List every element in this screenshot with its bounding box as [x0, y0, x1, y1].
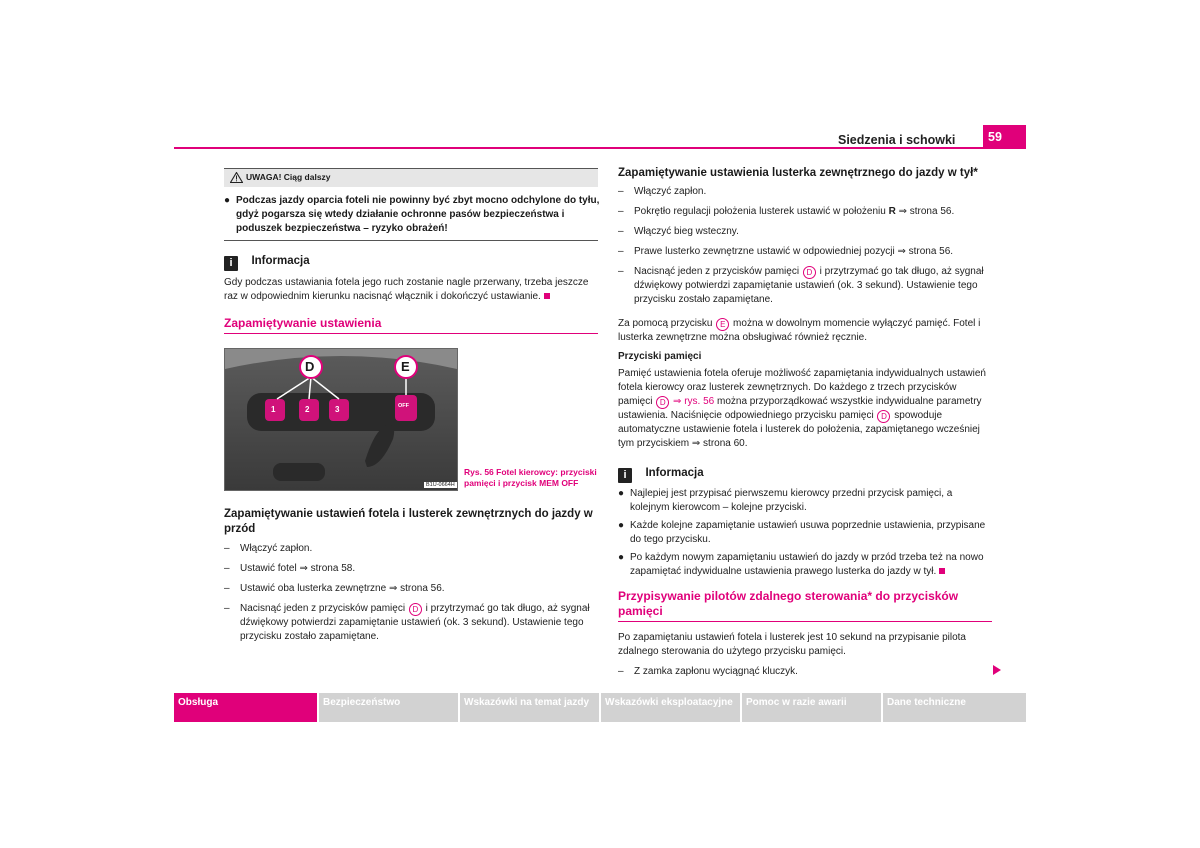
section-reverse-mirror [618, 166, 992, 345]
info-title: Informacja [645, 467, 704, 479]
section-forward-memory [224, 507, 598, 650]
section-title: Zapamiętywanie ustawienia [224, 316, 382, 330]
mem-off-paragraph: Za pomocą przycisku E można w dowolnym momencie wyłączyć pamięć. Fotel i lusterka zewnętrzne można obsługiwać również ręcznie. [618, 318, 981, 343]
step-item: – Ustawić oba lusterka zewnętrzne ⇒ strona 56. [224, 583, 445, 594]
end-marker [939, 568, 945, 574]
step-item: – Ustawić fotel ⇒ strona 58. [224, 563, 356, 574]
step-item: – Włączyć bieg wsteczny. [618, 226, 739, 237]
section-rule [224, 333, 598, 334]
info-icon: i [224, 256, 238, 271]
mirror-r-icon: R [888, 206, 896, 217]
subsection-title: Przyciski pamięci [618, 351, 702, 362]
key-d-icon: D [803, 266, 816, 279]
memory-button-3: 3 [335, 405, 340, 414]
key-d-icon: D [877, 410, 890, 423]
warning-title: UWAGA! Ciąg dalszy [246, 172, 331, 182]
warning-bottom-rule [224, 240, 598, 241]
step-item: – Prawe lusterko zewnętrzne ustawić w odpowiedniej pozycji ⇒ strona 56. [618, 246, 954, 257]
section-title: Przypisywanie pilotów zdalnego sterowania* do przycisków pamięci [618, 589, 959, 618]
memory-buttons-text: Pamięć ustawienia fotela oferuje możliwość zapamiętania indywidualnych ustawień fotela kierowcy oraz lusterek zewnętrznych. Do każdego z trzech przycisków pamięci D ⇒ rys. 56 można przyporządkować wszystkie indywidualne parametry ustawienia. Naciśnięcie odpowiedniego przycisku pamięci D spowoduje automatyczne ustawienie fotela i lusterek do położenia, zapamiętanego wcześniej tym przyciskiem ⇒ strona 60. [618, 368, 986, 449]
header-rule [174, 147, 1026, 149]
key-d-icon: D [409, 603, 422, 616]
warning-header [224, 168, 598, 187]
section-heading [224, 316, 598, 334]
end-marker [544, 293, 550, 299]
info-block-2 [618, 463, 992, 583]
nav-tab-wskazowki-eksploatacyjne[interactable]: Wskazówki eksploatacyjne [601, 693, 740, 722]
step-item: – Włączyć zapłon. [618, 186, 707, 197]
subsection-title: Zapamiętywanie ustawień fotela i lusterek zewnętrznych do jazdy w przód [224, 508, 593, 535]
info-title: Informacja [251, 255, 310, 267]
info-icon: i [618, 468, 632, 483]
info-bullet: ● Po każdym nowym zapamiętaniu ustawień do jazdy w przód trzeba też na nowo zapamiętać indywidualne ustawienia prawego lusterka do jazdy w tył. [618, 552, 984, 577]
nav-tab-wskazowki-jazdy[interactable]: Wskazówki na temat jazdy [460, 693, 599, 722]
key-d-icon: D [656, 396, 669, 409]
warning-text [224, 194, 606, 236]
memory-buttons-figure [224, 348, 458, 491]
remote-assign-text: Po zapamiętaniu ustawień fotela i lusterek jest 10 sekund na przypisanie pilota zdalnego sterowania do użytego przycisku pamięci. [618, 632, 966, 657]
chapter-nav [174, 693, 1026, 722]
step-item: – Nacisnąć jeden z przycisków pamięci D i przytrzymać go tak długo, aż sygnał dźwiękowy potwierdzi zapamiętanie ustawień (ok. 3 sekund). Ustawienie tego przycisku zostało zapamiętane. [224, 603, 590, 642]
mem-off-button: OFF [398, 403, 409, 409]
label-e: E [401, 359, 410, 374]
memory-buttons-section [618, 350, 992, 451]
info-text: Gdy podczas ustawiania fotela jego ruch zostanie nagle przerwany, trzeba jeszcze raz w odpowiednim kierunku nacisnąć włącznik i dokończyć ustawianie. [224, 277, 589, 302]
warning-box [224, 168, 598, 240]
info-block-1 [224, 251, 598, 304]
info-bullet: ● Najlepiej jest przypisać pierwszemu kierowcy przedni przycisk pamięci, a kolejnym kierowcom – kolejne przyciski. [618, 488, 953, 513]
memory-button-2: 2 [305, 405, 310, 414]
step-item: – Z zamka zapłonu wyciągnąć kluczyk. [618, 666, 798, 677]
warning-body: Podczas jazdy oparcia foteli nie powinny być zbyt mocno odchylone do tyłu, gdyż pogarsza się wtedy działanie ochronne pasów bezpieczeństwa i poduszek bezpieczeństwa – ryzyko obrażeń! [236, 195, 600, 234]
nav-tab-bezpieczenstwo[interactable]: Bezpieczeństwo [319, 693, 458, 722]
step-item: – Nacisnąć jeden z przycisków pamięci D i przytrzymać go tak długo, aż sygnał dźwiękowy potwierdzi zapamiętanie ustawień (ok. 3 sekund). Ustawienie tego przycisku zostało zapamiętane. [618, 266, 984, 305]
header-section-title: Siedzenia i schowki [838, 133, 956, 147]
nav-tab-dane-techniczne[interactable]: Dane techniczne [883, 693, 1026, 722]
step-item: – Pokrętło regulacji położenia lusterek ustawić w położeniu R ⇒ strona 56. [618, 206, 955, 217]
section-remote-assign [618, 589, 992, 685]
section-rule [618, 621, 992, 622]
figure-link[interactable]: ⇒ rys. 56 [673, 396, 715, 407]
subsection-title: Zapamiętywanie ustawienia lusterka zewnętrznego do jazdy w tył* [618, 167, 978, 179]
info-bullet: ● Każde kolejne zapamiętanie ustawień usuwa poprzednie ustawienia, przypisane do tego przycisku. [618, 520, 986, 545]
nav-tab-obsluga[interactable]: Obsługa [174, 693, 317, 722]
nav-tab-pomoc[interactable]: Pomoc w razie awarii [742, 693, 881, 722]
page-number: 59 [983, 125, 1026, 148]
bullet-dot: ● [224, 195, 231, 206]
label-d: D [305, 359, 315, 374]
step-item: – Włączyć zapłon. [224, 543, 313, 554]
seat-panel-illustration [225, 349, 457, 490]
next-page-arrow-icon[interactable] [993, 665, 1001, 675]
memory-button-1: 1 [271, 405, 276, 414]
figure-code: B1U-0664H [426, 482, 455, 488]
figure-caption: Rys. 56 Fotel kierowcy: przyciski pamięci i przycisk MEM OFF [464, 467, 597, 488]
key-e-icon: E [716, 318, 729, 331]
warning-triangle-icon [230, 172, 243, 183]
